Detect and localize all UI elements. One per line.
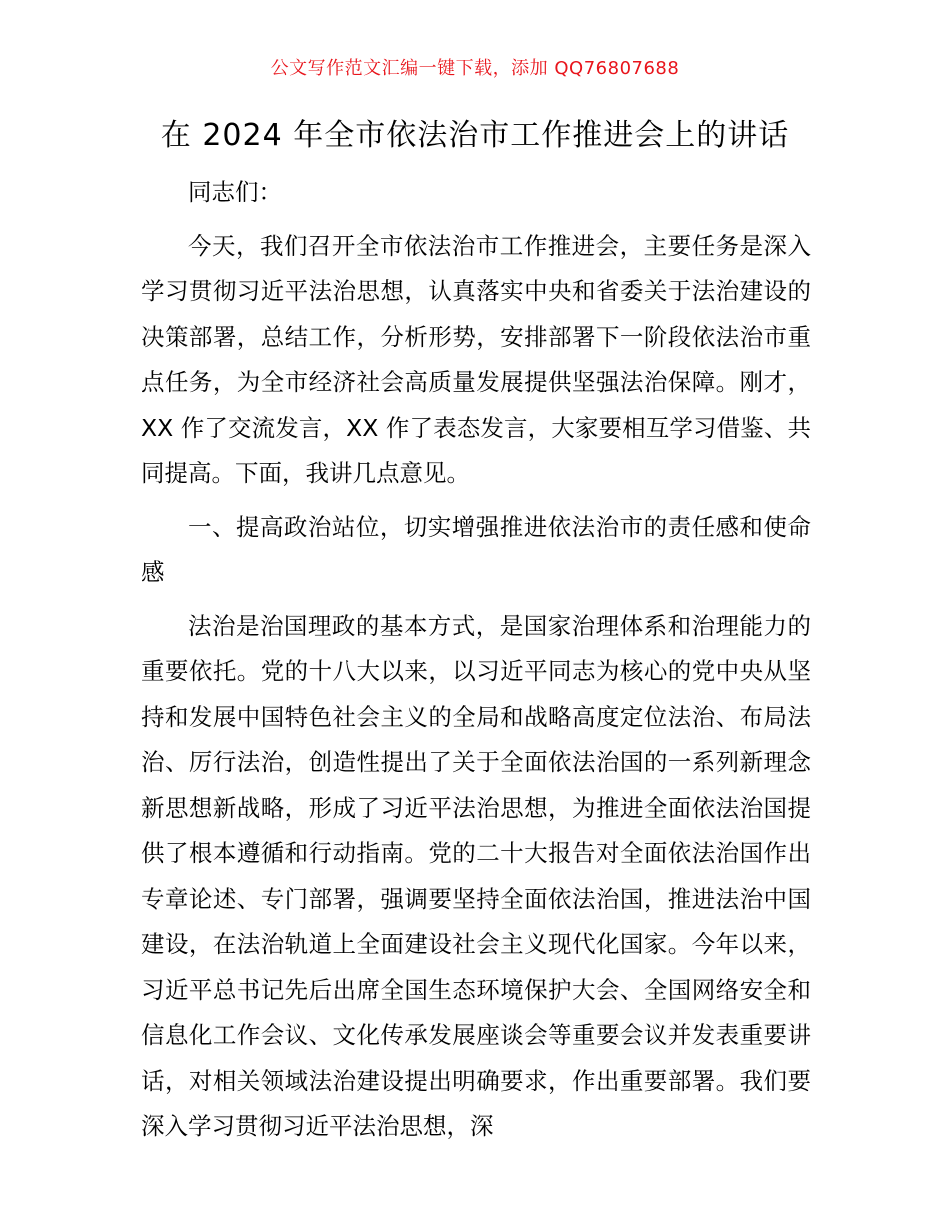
salutation: 同志们： — [188, 178, 282, 206]
document-title: 在 2024 年全市依法治市工作推进会上的讲话 — [160, 118, 790, 153]
section-heading-1: 一、提高政治站位，切实增强推进依法治市的责任感和使命感 — [141, 512, 811, 586]
document-body — [141, 170, 811, 1158]
download-notice: 公文写作范文汇编一键下载，添加 QQ76807688 — [270, 58, 680, 79]
paragraph-intro: 今天，我们召开全市依法治市工作推进会，主要任务是深入学习贯彻习近平法治思想，认真落实中央和省委关于法治建设的决策部署，总结工作，分析形势，安排部署下一阶段依法治市重点任务，为全市经济社会高质量发展提供坚强法治保障。刚才，XX 作了交流发言，XX 作了表态发言，大家要相互学习借鉴、共同提高。下面，我讲几点意见。 — [141, 231, 811, 487]
paragraph-section-1: 法治是治国理政的基本方式，是国家治理体系和治理能力的重要依托。党的十八大以来，以习近平同志为核心的党中央从坚持和发展中国特色社会主义的全局和战略高度定位法治、布局法治、厉行法治，创造性提出了关于全面依法治国的一系列新理念新思想新战略，形成了习近平法治思想，为推进全面依法治国提供了根本遵循和行动指南。党的二十大报告对全面依法治国作出专章论述、专门部署，强调要坚持全面依法治国，推进法治中国建设，在法治轨道上全面建设社会主义现代化国家。今年以来，习近平总书记先后出席全国生态环境保护大会、全国网络安全和信息化工作会议、文化传承发展座谈会等重要会议并发表重要讲话，对相关领域法治建设提出明确要求，作出重要部署。我们要深入学习贯彻习近平法治思想，深 — [141, 611, 811, 1140]
